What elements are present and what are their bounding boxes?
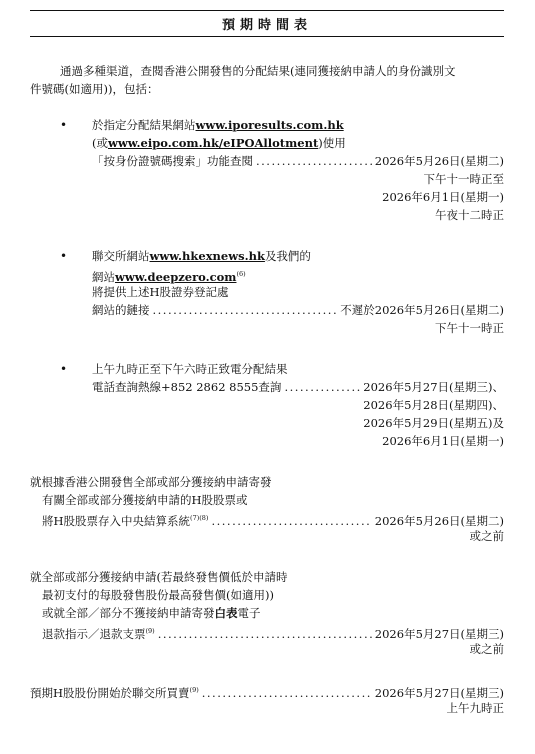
section-1-before: 或之前 <box>469 529 504 543</box>
section-2-refund-text <box>42 622 155 643</box>
deepzero-link[interactable]: www.deepzero.com <box>115 269 237 284</box>
intro-line-2: 件號碼(如適用))，包括： <box>30 82 159 96</box>
footnote-7-8: (7)(8) <box>190 514 209 522</box>
bullet-2-line-2 <box>92 265 246 283</box>
title-bottom-rule <box>30 36 504 37</box>
bullet-1-use-text: )使用 <box>318 136 346 150</box>
section-3-line-1 <box>30 681 504 699</box>
bullet-2-line-1 <box>92 247 311 265</box>
section-2-before: 或之前 <box>469 642 504 656</box>
section-1-ccass-label: 將H股股票存入中央結算系統 <box>42 513 191 528</box>
leader-dots <box>284 378 360 396</box>
section-2-refund-label: 退款指示／退款支票 <box>42 626 146 641</box>
white-form-text: 白表 <box>214 606 238 620</box>
bullet-1-line-1 <box>92 116 344 134</box>
bullet-3-date-3: 2026年5月29日(星期五)及 <box>363 416 504 430</box>
iporesults-link[interactable]: www.iporesults.com.hk <box>195 118 344 132</box>
footnote-6: (6) <box>236 270 246 278</box>
bullet-1-time-start: 下午十一時正至 <box>423 172 504 186</box>
bullet-1-line-3 <box>92 152 504 170</box>
bullet-3-marker: • <box>60 362 68 376</box>
bullet-1-line-2 <box>92 134 346 152</box>
leader-dots <box>211 512 371 530</box>
section-3-dealings-text <box>30 681 199 702</box>
page-title: 預期時間表 <box>221 18 312 33</box>
section-2-dispatch-text: 或就全部／部分不獲接納申請寄發 <box>42 606 215 620</box>
section-2-line-3 <box>42 604 261 622</box>
leader-dots <box>153 301 338 319</box>
bullet-2-date: 不遲於2026年5月26日(星期二) <box>340 303 504 317</box>
bullet-2-and-our: 及我們的 <box>264 249 311 263</box>
bullet-2-text: 聯交所網站 <box>92 249 150 263</box>
bullet-2-time: 下午十一時正 <box>435 321 504 335</box>
bullet-1-marker: • <box>60 118 68 132</box>
section-1-line-2: 有關全部或部分獲接納申請的H股股票或 <box>42 493 248 507</box>
section-1-ccass-text <box>42 509 208 530</box>
bullet-2-line-3: 將提供上述H股證券登記處 <box>92 285 229 299</box>
bullet-2-website-text: 網站 <box>92 269 115 284</box>
bullet-1-time-end: 午夜十二時正 <box>435 208 504 222</box>
bullet-2-line-4 <box>92 301 504 319</box>
section-3-dealings-label: 預期H股股份開始於聯交所買賣 <box>30 685 190 700</box>
bullet-2-link-text: 網站的鏈接 <box>92 303 150 317</box>
section-3-time: 上午九時正 <box>446 701 504 715</box>
title-top-rule <box>30 10 504 11</box>
leader-dots <box>202 684 372 702</box>
leader-dots <box>256 152 372 170</box>
bullet-3-line-2 <box>92 378 504 396</box>
bullet-2-marker: • <box>60 249 68 263</box>
section-2-electronic-text: 電子 <box>237 606 261 620</box>
footnote-9: (9) <box>189 686 199 694</box>
bullet-3-date-2: 2026年5月28日(星期四)、 <box>363 398 504 412</box>
section-1-date: 2026年5月26日(星期二) <box>374 513 504 528</box>
bullet-1-search-text: 「按身份證號碼搜索」功能查閱 <box>92 154 253 168</box>
intro-line-1: 通過多種渠道，查閱香港公開發售的分配結果(連同獲接納申請人的身份識別文 <box>60 64 456 78</box>
section-2-line-4 <box>42 622 504 640</box>
hkexnews-link[interactable]: www.hkexnews.hk <box>149 249 265 263</box>
footnote-9: (9) <box>145 627 155 635</box>
section-2-date: 2026年5月27日(星期三) <box>374 626 504 641</box>
leader-dots <box>158 625 372 643</box>
eipo-allotment-link[interactable]: www.eipo.com.hk/eIPOAllotment <box>108 136 319 150</box>
bullet-1-open-paren: (或 <box>92 136 108 150</box>
section-1-line-3 <box>42 509 504 527</box>
bullet-1-date-end: 2026年6月1日(星期一) <box>382 190 504 204</box>
bullet-3-date-1: 2026年5月27日(星期三)、 <box>363 380 504 394</box>
bullet-1-date-start: 2026年5月26日(星期二) <box>374 154 504 168</box>
bullet-3-date-4: 2026年6月1日(星期一) <box>382 434 504 448</box>
bullet-3-line-1: 上午九時正至下午六時正致電分配結果 <box>92 362 288 376</box>
section-2-line-2: 最初支付的每股發售股份最高發售價(如適用)) <box>42 588 274 602</box>
section-3-date: 2026年5月27日(星期三) <box>374 685 504 700</box>
bullet-3-hotline-text: 電話查詢熱線+852 2862 8555查詢 <box>92 380 282 394</box>
section-1-line-1: 就根據香港公開發售全部或部分獲接納申請寄發 <box>30 475 272 489</box>
section-2-line-1: 就全部或部分獲接納申請(若最終發售價低於申請時 <box>30 570 288 584</box>
bullet-1-text: 於指定分配結果網站 <box>92 118 196 132</box>
